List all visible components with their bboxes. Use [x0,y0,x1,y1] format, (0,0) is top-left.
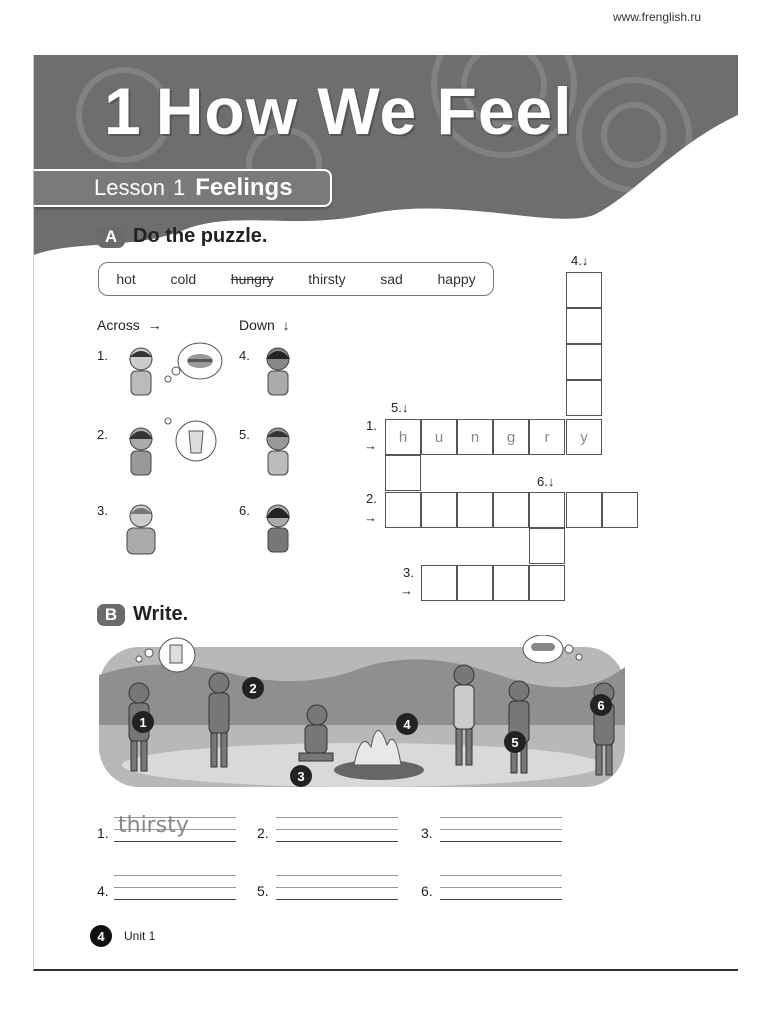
lesson-bar [34,169,332,207]
crossword-cell[interactable] [529,565,565,601]
crossword-clue-1-label: 1. [366,418,377,433]
word-bank-item: cold [170,271,197,287]
write-item-number: 2. [257,825,269,841]
chapter-title [104,73,573,149]
across-label: Across [97,317,140,333]
crossword-cell[interactable] [421,565,457,601]
arrow-right-icon: → [143,317,162,333]
section-b-header [97,603,188,626]
down-header [239,317,290,333]
write-answer-field[interactable] [440,817,562,847]
site-url: www.frenglish.ru [613,10,702,24]
chapter-number: 1 [104,74,142,148]
arrow-right-icon: → [364,438,377,453]
down-label: Down [239,317,275,333]
write-item-number: 6. [421,883,433,899]
crossword-cell[interactable]: n [457,419,493,455]
scene-marker-6: 6 [590,694,612,716]
page-number: 4 [90,925,112,947]
crossword-cell[interactable]: g [493,419,529,455]
section-b-badge: B [97,604,125,626]
write-item-number: 3. [421,825,433,841]
child-hungry-illustration [119,345,163,409]
write-answer-field[interactable] [114,813,236,847]
arrow-down-icon: ↓ [581,253,589,268]
across-header [97,317,162,333]
crossword-cell[interactable] [385,455,421,491]
arrow-down-icon: ↓ [547,474,555,489]
write-item-number: 5. [257,883,269,899]
crossword-cell[interactable] [385,492,421,528]
section-a-header [97,225,267,248]
child-sad-illustration [256,345,300,409]
workbook-page [33,55,738,971]
write-answer-field[interactable] [440,875,562,905]
write-item-number: 4. [97,883,109,899]
lesson-name: Feelings [195,174,293,201]
write-item-number: 1. [97,825,109,841]
crossword-cell[interactable] [457,492,493,528]
word-bank-item-used: hungry [230,271,274,287]
section-b-title: Write. [133,603,189,625]
scene-marker-3: 3 [290,765,312,787]
crossword-cell[interactable] [566,380,602,416]
write-answer-field[interactable] [276,817,398,847]
crossword-cell[interactable] [566,308,602,344]
child-happy-illustration [256,502,300,566]
crossword-cell[interactable] [529,528,565,564]
write-answer-field[interactable] [114,875,236,905]
crossword-cell[interactable] [566,344,602,380]
crossword-cell[interactable]: u [421,419,457,455]
crossword-clue-6-label [537,474,554,489]
scene-marker-1: 1 [132,711,154,733]
crossword-cell[interactable] [457,565,493,601]
scene-marker-5: 5 [504,731,526,753]
crossword-cell[interactable]: h [385,419,421,455]
arrow-down-icon: ↓ [278,317,290,333]
scene-marker-4: 4 [396,713,418,735]
arrow-right-icon: → [400,583,413,598]
across-clue-number: 3. [97,503,108,518]
word-bank-item: thirsty [308,271,346,287]
crossword-cell[interactable] [529,492,565,528]
thought-bubble-food-icon [164,335,224,387]
crossword-clue-number: 6. [537,474,548,489]
crossword-cell[interactable]: r [529,419,565,455]
lesson-number: 1 [172,175,186,200]
crossword-cell[interactable] [493,565,529,601]
word-bank-item: sad [380,271,403,287]
down-clue-number: 4. [239,348,250,363]
lesson-label: Lesson [94,175,165,200]
thought-bubble-water-icon [164,413,218,465]
across-clue-number: 1. [97,348,108,363]
unit-label: Unit 1 [124,929,156,943]
crossword-cell[interactable] [566,492,602,528]
across-clue-number: 2. [97,427,108,442]
arrow-right-icon: → [364,510,377,525]
arrow-down-icon: ↓ [401,400,409,415]
crossword-clue-3-label: 3. [403,565,414,580]
chapter-title-text: How We Feel [155,74,573,148]
write-answer-field[interactable] [276,875,398,905]
crossword-cell[interactable]: y [566,419,602,455]
word-bank-item: happy [437,271,476,287]
crossword-cell[interactable] [421,492,457,528]
page-footer [90,925,155,947]
crossword-clue-5-label [391,400,408,415]
section-a-badge: A [97,226,125,248]
child-hot-illustration [119,502,163,566]
crossword-cell[interactable] [602,492,638,528]
campfire-scene-illustration [99,635,625,791]
word-bank-item: hot [116,271,136,287]
child-cold-illustration [256,425,300,489]
down-clue-number: 6. [239,503,250,518]
section-a-title: Do the puzzle. [133,225,268,247]
scene-marker-2: 2 [242,677,264,699]
crossword-cell[interactable] [566,272,602,308]
crossword-cell[interactable] [493,492,529,528]
word-bank [98,262,494,296]
crossword-clue-number: 5. [391,400,402,415]
crossword-clue-4-label [571,253,588,268]
crossword-clue-number: 4. [571,253,582,268]
crossword-clue-2-label: 2. [366,491,377,506]
write-answer-text: thirsty [118,813,189,838]
down-clue-number: 5. [239,427,250,442]
child-thirsty-illustration [119,425,163,489]
